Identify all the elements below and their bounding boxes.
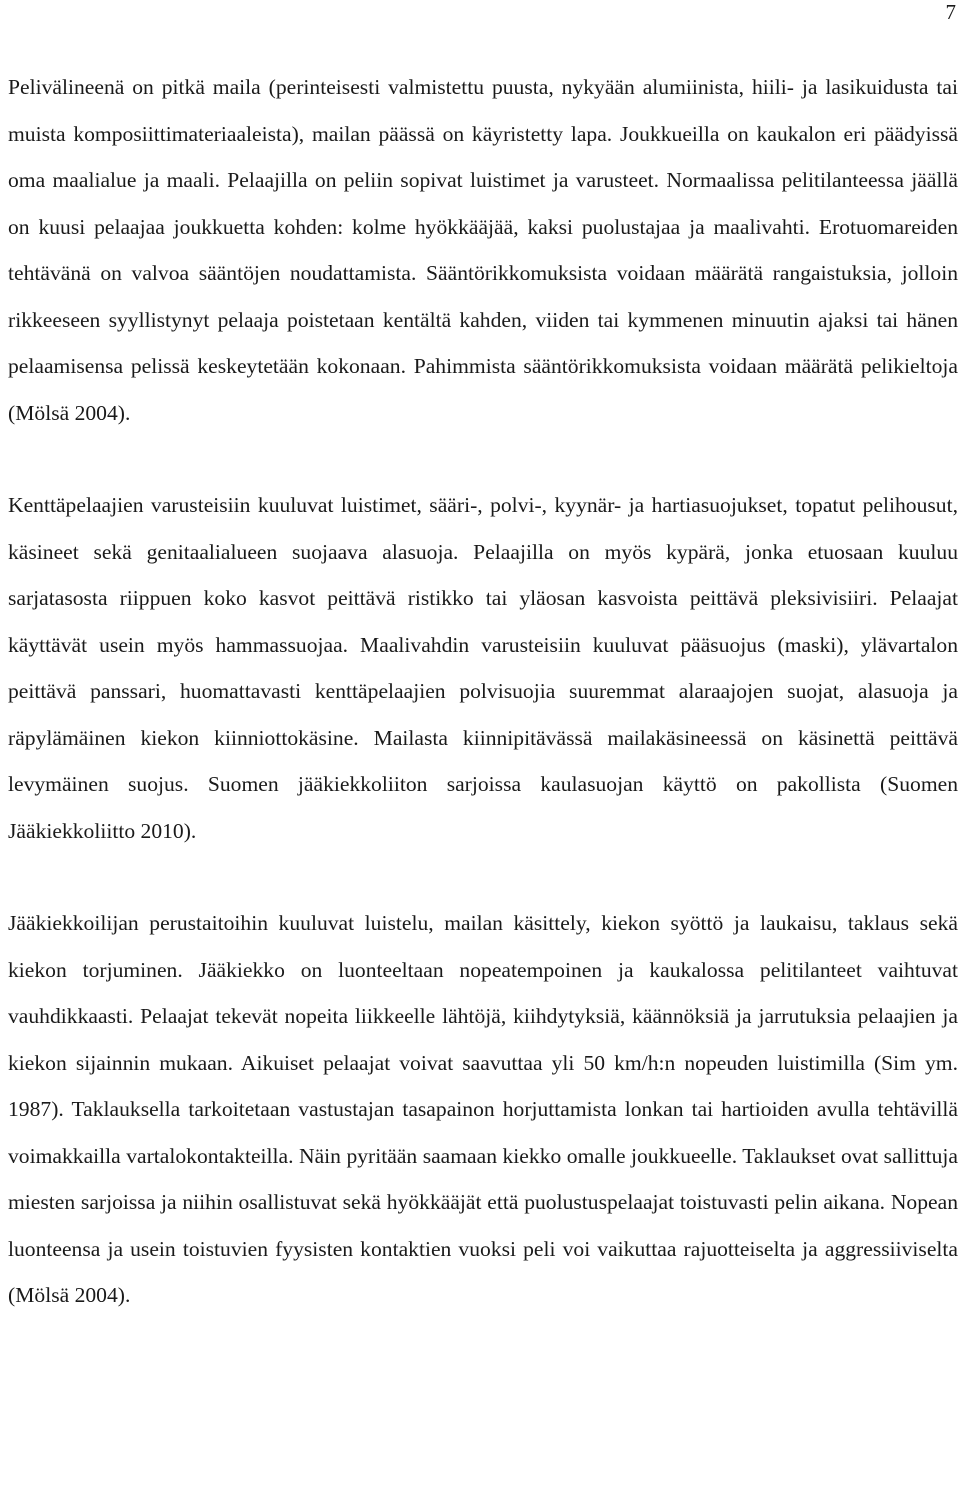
- paragraph-protective-gear: Kenttäpelaajien varusteisiin kuuluvat luistimet, sääri-, polvi-, kyynär- ja hartiasuojukset, topatut pelihousut, käsineet sekä genitaalialueen suojaava alasuoja. Pelaajilla on myös kypärä, jonka etuosaan kuuluu sarjatasosta riippuen koko kasvot peittävä ristikko tai yläosan kasvoista peittävä pleksivisiiri. Pelaajat käyttävät usein myös hammassuojaa. Maalivahdin varusteisiin kuuluvat pääsuojus (maski), ylävartalon peittävä panssari, huomattavasti kenttäpelaajien polvisuojia suuremmat alaraajojen suojat, alasuoja ja räpylämäinen kiekon kiinniottokäsine. Mailasta kiinnipitävässä mailakäsineessä on käsinettä peittävä levymäinen suojus. Suomen jääkiekkoliiton sarjoissa kaulasuojan käyttö on pakollista (Suomen Jääkiekkoliitto 2010).: [8, 493, 958, 843]
- paragraph-equipment-rules: Pelivälineenä on pitkä maila (perinteisesti valmistettu puusta, nykyään alumiinista, hiili- ja lasikuidusta tai muista komposiittimateriaaleista), mailan päässä on käyristetty lapa. Joukkueilla on kaukalon eri päädyissä oma maalialue ja maali. Pelaajilla on peliin sopivat luistimet ja varusteet. Normaalissa pelitilanteessa jäällä on kuusi pelaajaa joukkuetta kohden: kolme hyökkääjää, kaksi puolustajaa ja maalivahti. Erotuomareiden tehtävänä on valvoa sääntöjen noudattamista. Sääntörikkomuksista voidaan määrätä rangaistuksia, jolloin rikkeeseen syyllistynyt pelaaja poistetaan kentältä kahden, viiden tai kymmenen minuutin ajaksi tai hänen pelaamisensa pelissä keskeytetään kokonaan. Pahimmista sääntörikkomuksista voidaan määrätä pelikieltoja (Mölsä 2004).: [8, 75, 958, 425]
- page-number: 7: [945, 0, 956, 24]
- document-body: [8, 64, 958, 1319]
- paragraph-basic-skills: Jääkiekkoilijan perustaitoihin kuuluvat luistelu, mailan käsittely, kiekon syöttö ja laukaisu, taklaus sekä kiekon torjuminen. Jääkiekko on luonteeltaan nopeatempoinen ja kaukalossa pelitilanteet vaihtuvat vauhdikkaasti. Pelaajat tekevät nopeita liikkeelle lähtöjä, kiihdytyksiä, käännöksiä ja jarrutuksia pelaajien ja kiekon sijainnin mukaan. Aikuiset pelaajat voivat saavuttaa yli 50 km/h:n nopeuden luistimilla (Sim ym. 1987). Taklauksella tarkoitetaan vastustajan tasapainon horjuttamista lonkan tai hartioiden avulla tehtävillä voimakkailla vartalokontakteilla. Näin pyritään saamaan kiekko omalle joukkueelle. Taklaukset ovat sallittuja miesten sarjoissa ja niihin osallistuvat sekä hyökkääjät että puolustuspelaajat toistuvasti pelin aikana. Nopean luonteensa ja usein toistuvien fyysisten kontaktien vuoksi peli voi vaikuttaa rajuotteiselta ja aggressiiviselta (Mölsä 2004).: [8, 911, 958, 1307]
